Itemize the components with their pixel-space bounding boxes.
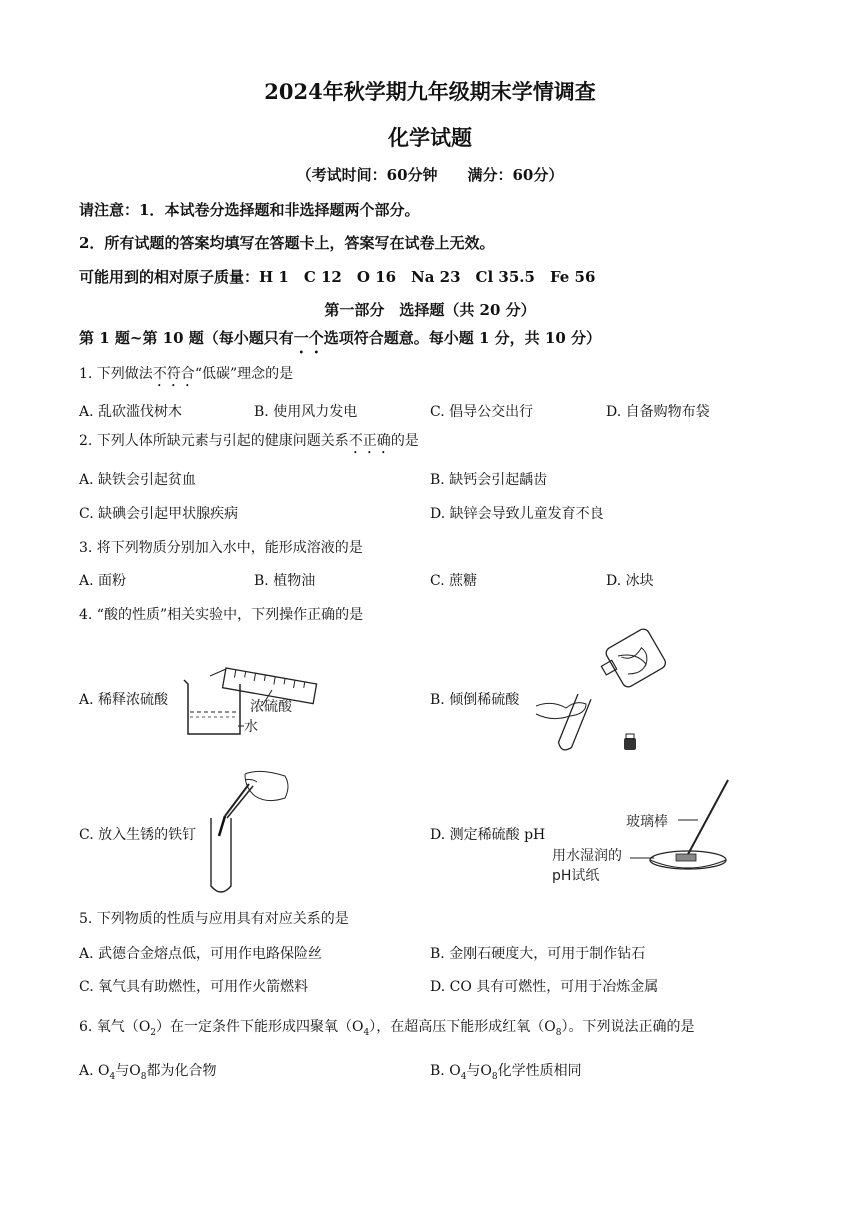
hand-icon: [536, 703, 586, 719]
exam-title: 2024年秋学期九年级期末学情调查: [264, 79, 596, 104]
instr-pre: 第 1 题~第 10 题（每小题只有: [79, 329, 294, 347]
formula-o8: $O_8$: [544, 1019, 562, 1038]
q1-option-d: D. 自备购物布袋: [606, 404, 710, 420]
nail-icon: [219, 816, 225, 836]
q6-text: ）。下列说法正确的是: [561, 1019, 695, 1035]
formula-o8: $O_8$: [129, 1063, 147, 1082]
notice-line-1: 请注意：1．本试卷分选择题和非选择题两个部分。: [79, 201, 420, 219]
tweezers-icon: [225, 784, 249, 816]
q2-option-b: B. 缺钙会引起龋齿: [430, 472, 548, 488]
glass-rod-icon: [686, 780, 728, 858]
q6-text: 6. 氧气（: [79, 1019, 139, 1035]
q2-stem: [79, 430, 419, 457]
q4-option-b: B. 倾倒稀硫酸: [430, 692, 520, 708]
q1-option-b: B. 使用风力发电: [254, 404, 358, 420]
q4-option-d: D. 测定稀硫酸 pH: [430, 827, 546, 843]
glass-rod-label: 玻璃棒: [626, 814, 668, 830]
q5-option-b: B. 金刚石硬度大，可用于制作钻石: [430, 946, 646, 962]
q6-text: ）在一定条件下能形成四聚氧（: [156, 1019, 353, 1035]
part1-instructions: [79, 327, 601, 357]
stopper-icon: [624, 738, 636, 750]
q6-option-b: B. $O_4$与$O_8$化学性质相同: [430, 1063, 582, 1082]
formula-o4: $O_4$: [352, 1019, 370, 1038]
q3-option-a: A. 面粉: [79, 573, 127, 589]
ph-test-figure: [550, 776, 740, 886]
q5-option-c: C. 氧气具有助燃性，可用作火箭燃料: [79, 979, 309, 995]
ph-paper-label-1: 用水湿润的: [552, 848, 622, 864]
subject-title: 化学试题: [388, 125, 472, 150]
water-label: 水: [244, 719, 258, 735]
concentrated-acid-label: 浓硫酸: [250, 699, 292, 715]
q2-option-a: A. 缺铁会引起贫血: [79, 472, 197, 488]
ph-paper-icon: [676, 854, 696, 861]
formula-o2: $O_2$: [138, 1019, 157, 1038]
pour-stream: [210, 669, 226, 676]
formula-o8: $O_8$: [480, 1063, 498, 1082]
q4-stem: 4. “酸的性质”相关实验中，下列操作正确的是: [79, 607, 364, 623]
q4-option-c: C. 放入生锈的铁钉: [79, 827, 197, 843]
q1-stem: [79, 363, 293, 390]
dilution-figure: [180, 654, 330, 740]
q6-text: ），在超高压下能形成红氧（: [369, 1019, 545, 1035]
q2-option-c: C. 缺碘会引起甲状腺疾病: [79, 506, 239, 522]
q3-stem: 3. 将下列物质分别加入水中，能形成溶液的是: [79, 540, 363, 556]
instr-emphasis: 一个: [293, 329, 324, 347]
q3-option-d: D. 冰块: [606, 573, 654, 589]
exam-info: （考试时间：60分钟 满分：60分）: [296, 166, 564, 184]
test-tube-icon: [557, 694, 591, 752]
atomic-mass-line: 可能用到的相对原子质量：H 1 C 12 O 16 Na 23 Cl 35.5 Fe 56: [79, 268, 596, 286]
iron-nail-figure: [205, 766, 300, 898]
formula-o4: $O_4$: [449, 1063, 467, 1082]
q6-option-a: A. $O_4$与$O_8$都为化合物: [79, 1063, 217, 1082]
q1-stem-emphasis: 不符合: [152, 366, 195, 382]
q5-stem: 5. 下列物质的性质与应用具有对应关系的是: [79, 911, 349, 927]
q1-option-a: A. 乱砍滥伐树木: [79, 404, 183, 420]
q1-option-c: C. 倡导公交出行: [430, 404, 534, 420]
notice-line-2: 2．所有试题的答案均填写在答题卡上，答案写在试卷上无效。: [79, 234, 495, 252]
beaker-icon: [184, 680, 240, 734]
q3-option-b: B. 植物油: [254, 573, 316, 589]
hand-icon: [245, 771, 288, 800]
q5-option-a: A. 武德合金熔点低，可用作电路保险丝: [79, 946, 323, 962]
q2-stem-pre: 2. 下列人体所缺元素与引起的健康问题关系: [79, 433, 349, 449]
instr-post: 选项符合题意。每小题 1 分，共 10 分）: [323, 329, 601, 347]
formula-o4: $O_4$: [98, 1063, 116, 1082]
q5-option-d: D. CO 具有可燃性，可用于冶炼金属: [430, 979, 659, 995]
q2-stem-emphasis: 不正确: [348, 433, 391, 449]
q4-option-a: A. 稀释浓硫酸: [79, 692, 169, 708]
ph-paper-label-2: pH试纸: [552, 868, 600, 884]
reagent-bottle-icon: [595, 627, 667, 694]
pouring-figure: [530, 636, 670, 756]
q6-stem: [79, 1016, 694, 1038]
tweezers-icon: [227, 786, 253, 818]
q1-stem-post: “低碳”理念的是: [194, 366, 294, 382]
q2-option-d: D. 缺锌会导致儿童发育不良: [430, 506, 604, 522]
q3-option-c: C. 蔗糖: [430, 573, 478, 589]
part1-heading: 第一部分 选择题（共 20 分）: [324, 301, 536, 319]
q1-stem-pre: 1. 下列做法: [79, 366, 153, 382]
q2-stem-post: 的是: [390, 433, 419, 449]
